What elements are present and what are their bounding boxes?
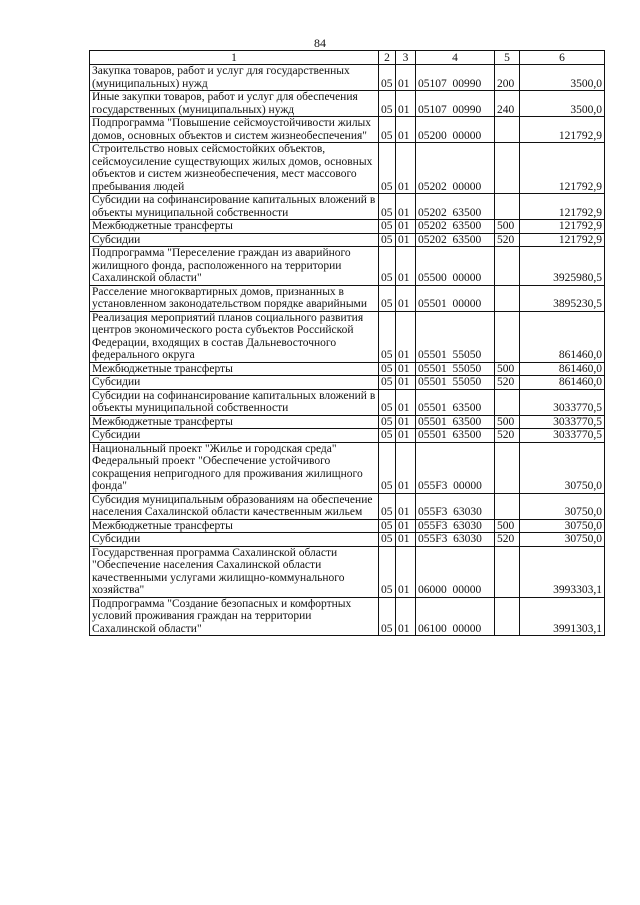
target-article-cell: 05501 63500 [416,389,495,415]
row-name-cell: Строительство новых сейсмостойких объектов, сейсмоусиление существующих жилых домов, основных объектов и систем жизнеобеспечения, мест массового пребывания людей [90,143,379,194]
row-name-cell: Государственная программа Сахалинской области "Обеспечение населения Сахалинской области качественными услугами жилищно-коммунального хозяйства" [90,546,379,597]
target-article-cell: 05501 63500 [416,415,495,429]
section-code-cell: 05 [379,533,396,547]
target-article-cell: 05202 63500 [416,233,495,247]
amount-cell: 3991303,1 [520,597,605,636]
table-row [90,429,605,443]
amount-cell: 3033770,5 [520,389,605,415]
expense-type-cell [495,117,520,143]
subsection-code-cell: 01 [396,597,416,636]
table-row [90,533,605,547]
table-row [90,493,605,519]
expense-type-cell: 500 [495,362,520,376]
table-row [90,546,605,597]
column-header: 1 [90,51,379,65]
target-article-cell: 06100 00000 [416,597,495,636]
expense-type-cell [495,442,520,493]
target-article-cell: 055F3 63030 [416,493,495,519]
subsection-code-cell: 01 [396,285,416,311]
target-article-cell: 055F3 63030 [416,533,495,547]
expense-type-cell: 200 [495,65,520,91]
table-row [90,117,605,143]
section-code-cell: 05 [379,247,396,286]
subsection-code-cell: 01 [396,376,416,390]
section-code-cell: 05 [379,194,396,220]
row-name-cell: Подпрограмма "Создание безопасных и комфортных условий проживания граждан на территории Сахалинской области" [90,597,379,636]
amount-cell: 121792,9 [520,143,605,194]
target-article-cell: 05500 00000 [416,247,495,286]
amount-cell: 3925980,5 [520,247,605,286]
table-row [90,91,605,117]
row-name-cell: Субсидия муниципальным образованиям на обеспечение населения Сахалинской области качественным жильем [90,493,379,519]
row-name-cell: Национальный проект "Жилье и городская среда" Федеральный проект "Обеспечение устойчивого сокращения непригодного для проживания жилищного фонда" [90,442,379,493]
amount-cell: 121792,9 [520,117,605,143]
target-article-cell: 05501 55050 [416,362,495,376]
expense-type-cell [495,247,520,286]
target-article-cell: 05202 63500 [416,194,495,220]
section-code-cell: 05 [379,311,396,362]
amount-cell: 3895230,5 [520,285,605,311]
section-code-cell: 05 [379,389,396,415]
column-header: 5 [495,51,520,65]
table-row [90,233,605,247]
expense-type-cell [495,194,520,220]
amount-cell: 121792,9 [520,194,605,220]
table-row [90,376,605,390]
table-row [90,285,605,311]
subsection-code-cell: 01 [396,117,416,143]
subsection-code-cell: 01 [396,533,416,547]
row-name-cell: Подпрограмма "Переселение граждан из аварийного жилищного фонда, расположенного на территории Сахалинской области" [90,247,379,286]
table-row [90,311,605,362]
amount-cell: 3500,0 [520,65,605,91]
section-code-cell: 05 [379,362,396,376]
subsection-code-cell: 01 [396,442,416,493]
expense-type-cell [495,143,520,194]
section-code-cell: 05 [379,117,396,143]
target-article-cell: 05107 00990 [416,91,495,117]
column-header: 6 [520,51,605,65]
section-code-cell: 05 [379,493,396,519]
section-code-cell: 05 [379,415,396,429]
subsection-code-cell: 01 [396,415,416,429]
table-row [90,220,605,234]
row-name-cell: Субсидии [90,533,379,547]
section-code-cell: 05 [379,376,396,390]
table-row [90,389,605,415]
amount-cell: 3033770,5 [520,429,605,443]
section-code-cell: 05 [379,597,396,636]
target-article-cell: 06000 00000 [416,546,495,597]
amount-cell: 30750,0 [520,533,605,547]
subsection-code-cell: 01 [396,194,416,220]
target-article-cell: 05107 00990 [416,65,495,91]
row-name-cell: Субсидии [90,376,379,390]
row-name-cell: Субсидии [90,233,379,247]
expense-type-cell [495,546,520,597]
subsection-code-cell: 01 [396,65,416,91]
subsection-code-cell: 01 [396,362,416,376]
column-header: 4 [416,51,495,65]
subsection-code-cell: 01 [396,546,416,597]
expense-type-cell [495,493,520,519]
row-name-cell: Субсидии [90,429,379,443]
row-name-cell: Субсидии на софинансирование капитальных вложений в объекты муниципальной собственности [90,389,379,415]
expense-type-cell: 500 [495,415,520,429]
row-name-cell: Субсидии на софинансирование капитальных вложений в объекты муниципальной собственности [90,194,379,220]
target-article-cell: 05501 63500 [416,429,495,443]
row-name-cell: Межбюджетные трансферты [90,220,379,234]
subsection-code-cell: 01 [396,311,416,362]
table-row [90,519,605,533]
row-name-cell: Иные закупки товаров, работ и услуг для обеспечения государственных (муниципальных) нужд [90,91,379,117]
section-code-cell: 05 [379,220,396,234]
section-code-cell: 05 [379,519,396,533]
subsection-code-cell: 01 [396,91,416,117]
amount-cell: 30750,0 [520,493,605,519]
row-name-cell: Межбюджетные трансферты [90,519,379,533]
row-name-cell: Межбюджетные трансферты [90,362,379,376]
expense-type-cell: 520 [495,533,520,547]
subsection-code-cell: 01 [396,143,416,194]
target-article-cell: 05501 55050 [416,376,495,390]
budget-table [89,50,605,636]
section-code-cell: 05 [379,442,396,493]
target-article-cell: 05501 00000 [416,285,495,311]
section-code-cell: 05 [379,143,396,194]
row-name-cell: Подпрограмма "Повышение сейсмоустойчивости жилых домов, основных объектов и систем жизнеобеспечения" [90,117,379,143]
section-code-cell: 05 [379,285,396,311]
expense-type-cell [495,285,520,311]
amount-cell: 121792,9 [520,220,605,234]
target-article-cell: 05501 55050 [416,311,495,362]
amount-cell: 861460,0 [520,311,605,362]
table-row [90,194,605,220]
section-code-cell: 05 [379,91,396,117]
table-row [90,442,605,493]
target-article-cell: 05202 00000 [416,143,495,194]
table-row [90,362,605,376]
amount-cell: 30750,0 [520,519,605,533]
amount-cell: 3033770,5 [520,415,605,429]
expense-type-cell: 520 [495,429,520,443]
subsection-code-cell: 01 [396,429,416,443]
amount-cell: 861460,0 [520,362,605,376]
table-row [90,143,605,194]
subsection-code-cell: 01 [396,220,416,234]
amount-cell: 30750,0 [520,442,605,493]
expense-type-cell [495,389,520,415]
subsection-code-cell: 01 [396,493,416,519]
expense-type-cell: 520 [495,376,520,390]
expense-type-cell: 240 [495,91,520,117]
section-code-cell: 05 [379,546,396,597]
target-article-cell: 05200 00000 [416,117,495,143]
column-header: 3 [396,51,416,65]
table-row [90,415,605,429]
amount-cell: 3993303,1 [520,546,605,597]
section-code-cell: 05 [379,233,396,247]
table-row [90,247,605,286]
target-article-cell: 05202 63500 [416,220,495,234]
amount-cell: 861460,0 [520,376,605,390]
table-body [90,65,605,636]
section-code-cell: 05 [379,429,396,443]
table-row [90,597,605,636]
row-name-cell: Реализация мероприятий планов социального развития центров экономического роста субъектов Российской Федерации, входящих в состав Дальневосточного федерального округа [90,311,379,362]
column-header: 2 [379,51,396,65]
subsection-code-cell: 01 [396,519,416,533]
row-name-cell: Закупка товаров, работ и услуг для государственных (муниципальных) нужд [90,65,379,91]
amount-cell: 3500,0 [520,91,605,117]
subsection-code-cell: 01 [396,389,416,415]
table-header-row [90,51,605,65]
target-article-cell: 055F3 00000 [416,442,495,493]
amount-cell: 121792,9 [520,233,605,247]
expense-type-cell: 500 [495,220,520,234]
subsection-code-cell: 01 [396,247,416,286]
expense-type-cell: 500 [495,519,520,533]
target-article-cell: 055F3 63030 [416,519,495,533]
section-code-cell: 05 [379,65,396,91]
subsection-code-cell: 01 [396,233,416,247]
row-name-cell: Расселение многоквартирных домов, признанных в установленном законодательством порядке аварийными [90,285,379,311]
expense-type-cell: 520 [495,233,520,247]
expense-type-cell [495,311,520,362]
row-name-cell: Межбюджетные трансферты [90,415,379,429]
expense-type-cell [495,597,520,636]
page-number: 84 [314,36,326,50]
table-row [90,65,605,91]
